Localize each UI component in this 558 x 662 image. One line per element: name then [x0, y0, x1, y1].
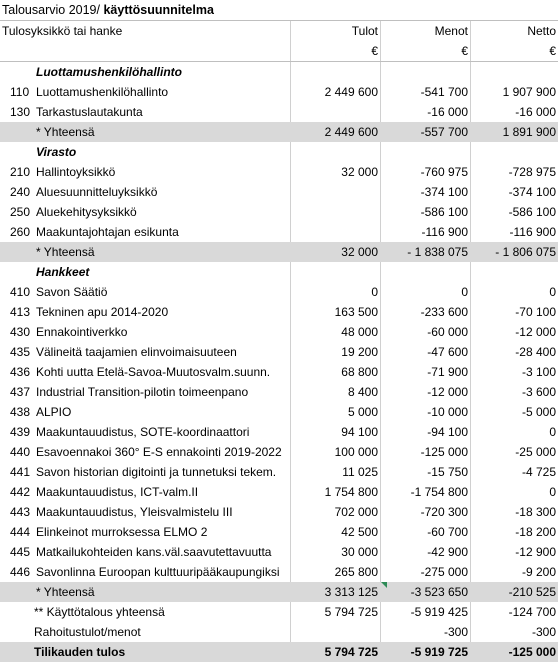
cell-tulot: 30 000 — [341, 545, 378, 559]
row-label: Hallintoyksikkö — [36, 165, 116, 179]
cell-menot: -300 — [443, 625, 468, 639]
cell-menot: -12 000 — [427, 385, 468, 399]
cell-netto: -3 600 — [521, 385, 556, 399]
grand-total-row — [0, 642, 558, 662]
cell-tulot: 11 025 — [342, 465, 378, 479]
header-unit-label: Tulosyksikkö tai hanke — [2, 24, 123, 38]
section-title: Hankkeet — [36, 265, 90, 279]
cell-netto: -300 — [531, 625, 556, 639]
cell-menot: -275 000 — [420, 565, 468, 579]
currency-netto: € — [549, 44, 556, 58]
table-row — [0, 302, 558, 322]
cell-netto: -5 000 — [521, 405, 556, 419]
section-title: Luottamushenkilöhallinto — [36, 65, 182, 79]
cell-menot: -125 000 — [420, 445, 468, 459]
table-row — [0, 182, 558, 202]
cell-netto: -18 300 — [515, 505, 556, 519]
row-label: Tarkastuslautakunta — [36, 105, 143, 119]
row-code: 436 — [10, 365, 31, 379]
table-row — [0, 162, 558, 182]
row-label: Maakuntauudistus, Yleisvalmistelu III — [36, 505, 233, 519]
row-label: * Yhteensä — [36, 585, 95, 599]
section-header-row — [0, 142, 558, 162]
cell-netto: -4 725 — [521, 465, 556, 479]
cell-netto: -16 000 — [515, 105, 556, 119]
cell-tulot: 42 500 — [341, 525, 378, 539]
row-code: 446 — [10, 565, 31, 579]
row-label: * Yhteensä — [36, 125, 95, 139]
cell-menot: -3 523 650 — [410, 585, 468, 599]
cell-menot: -5 919 725 — [410, 645, 468, 659]
cell-menot: -1 754 800 — [410, 485, 468, 499]
row-code: 442 — [10, 485, 31, 499]
row-label: ** Käyttötalous yhteensä — [34, 605, 165, 619]
subtotal-row — [0, 242, 558, 262]
row-label: Maakuntauudistus, SOTE-koordinaattori — [36, 425, 250, 439]
cell-menot: -60 700 — [427, 525, 468, 539]
table-row — [0, 402, 558, 422]
table-row — [0, 82, 558, 102]
row-label: Maakuntajohtajan esikunta — [36, 225, 179, 239]
table-row — [0, 602, 558, 622]
cell-menot: -760 975 — [420, 165, 468, 179]
row-label: Tekninen apu 2014-2020 — [36, 305, 169, 319]
cell-netto: 1 907 900 — [502, 85, 556, 99]
cell-menot: -233 600 — [420, 305, 468, 319]
cell-tulot: 100 000 — [334, 445, 378, 459]
row-label: Ennakointiverkko — [36, 325, 128, 339]
cell-tulot: 1 754 800 — [324, 485, 378, 499]
cell-netto: -18 200 — [515, 525, 556, 539]
cell-tulot: 32 000 — [341, 245, 378, 259]
row-label: * Yhteensä — [36, 245, 95, 259]
table-row — [0, 382, 558, 402]
row-label: Tilikauden tulos — [34, 645, 126, 659]
table-row — [0, 562, 558, 582]
cell-menot: - 1 838 075 — [407, 245, 468, 259]
table-row — [0, 482, 558, 502]
table-row — [0, 462, 558, 482]
cell-netto: -210 525 — [508, 585, 556, 599]
row-code: 110 — [10, 85, 30, 99]
row-code: 130 — [10, 105, 31, 119]
cell-menot: -720 300 — [420, 505, 468, 519]
cell-netto: -116 900 — [509, 225, 556, 239]
header-netto: Netto — [527, 24, 556, 38]
row-label: Matkailukohteiden kans.väl.saavutettavuutta — [36, 545, 272, 559]
row-label: Rahoitustulot/menot — [34, 625, 141, 639]
title-prefix: Talousarvio 2019/ — [2, 3, 100, 17]
cell-menot: -60 000 — [427, 325, 468, 339]
cell-netto: -28 400 — [515, 345, 556, 359]
row-code: 210 — [10, 165, 31, 179]
row-code: 250 — [10, 205, 31, 219]
comment-marker-icon — [381, 582, 387, 588]
table-row — [0, 282, 558, 302]
cell-tulot: 48 000 — [341, 325, 378, 339]
row-code: 260 — [10, 225, 31, 239]
page-title — [2, 2, 214, 19]
cell-netto: -12 000 — [515, 325, 556, 339]
table-row — [0, 102, 558, 122]
cell-menot: -42 900 — [427, 545, 468, 559]
table-row — [0, 522, 558, 542]
row-code: 439 — [10, 425, 31, 439]
row-label: Elinkeinot murroksessa ELMO 2 — [36, 525, 208, 539]
table-row — [0, 222, 558, 242]
cell-tulot: 2 449 600 — [324, 125, 378, 139]
cell-netto: -374 100 — [508, 185, 556, 199]
cell-netto: -125 000 — [508, 645, 556, 659]
section-title: Virasto — [36, 145, 77, 159]
row-code: 445 — [10, 545, 31, 559]
title-bold: käyttösuunnitelma — [99, 3, 214, 17]
section-header-row — [0, 262, 558, 282]
header-menot: Menot — [434, 24, 468, 38]
row-code: 413 — [10, 305, 31, 319]
row-label: Savon historian digitointi ja tunnetuksi tekem. — [36, 465, 277, 479]
cell-menot: -10 000 — [427, 405, 468, 419]
cell-netto: -728 975 — [508, 165, 556, 179]
cell-netto: 0 — [549, 485, 556, 499]
cell-menot: -15 750 — [427, 465, 468, 479]
row-label: Välineitä taajamien elinvoimaisuuteen — [36, 345, 237, 359]
table-row — [0, 622, 558, 642]
cell-netto: -3 100 — [521, 365, 556, 379]
row-label: Savon Säätiö — [36, 285, 108, 299]
table-row — [0, 322, 558, 342]
row-code: 437 — [10, 385, 31, 399]
cell-netto: 0 — [549, 285, 556, 299]
row-label: Aluekehitysyksikkö — [36, 205, 137, 219]
cell-tulot: 265 800 — [334, 565, 378, 579]
cell-tulot: 94 100 — [341, 425, 378, 439]
cell-tulot: 19 200 — [341, 345, 378, 359]
cell-menot: -94 100 — [427, 425, 468, 439]
row-code: 443 — [10, 505, 31, 519]
table-header-row — [0, 20, 558, 41]
cell-netto: -12 900 — [515, 545, 556, 559]
cell-netto: -586 100 — [508, 205, 556, 219]
cell-menot: -541 700 — [420, 85, 468, 99]
cell-netto: 1 891 900 — [502, 125, 556, 139]
cell-tulot: 68 800 — [341, 365, 378, 379]
table-row — [0, 502, 558, 522]
table-row — [0, 542, 558, 562]
cell-tulot: 0 — [371, 285, 378, 299]
section-header-row — [0, 62, 558, 82]
cell-menot: -374 100 — [420, 185, 468, 199]
cell-netto: -70 100 — [515, 305, 556, 319]
budget-table — [0, 20, 558, 662]
cell-menot: -116 900 — [421, 225, 468, 239]
row-code: 410 — [10, 285, 31, 299]
row-code: 441 — [10, 465, 31, 479]
row-label: Kohti uutta Etelä-Savoa-Muutosvalm.suunn. — [36, 365, 271, 379]
row-label: Industrial Transition-pilotin toimeenpano — [36, 385, 249, 399]
row-label: Savonlinna Euroopan kulttuuripääkaupungiksi — [36, 565, 280, 579]
cell-netto: -25 000 — [515, 445, 556, 459]
cell-netto: -124 700 — [508, 605, 556, 619]
table-row — [0, 422, 558, 442]
cell-menot: -47 600 — [427, 345, 468, 359]
currency-menot: € — [461, 44, 468, 58]
cell-tulot: 32 000 — [341, 165, 378, 179]
table-row — [0, 362, 558, 382]
row-code: 440 — [10, 445, 31, 459]
row-label: Luottamushenkilöhallinto — [36, 85, 169, 99]
cell-tulot: 2 449 600 — [324, 85, 378, 99]
row-code: 430 — [10, 325, 31, 339]
row-code: 435 — [10, 345, 31, 359]
cell-tulot: 5 000 — [347, 405, 378, 419]
row-label: Esavoennakoi 360° E-S ennakointi 2019-2022 — [36, 445, 282, 459]
cell-menot: 0 — [461, 285, 468, 299]
currency-tulot: € — [371, 44, 378, 58]
cell-menot: -16 000 — [427, 105, 468, 119]
cell-tulot: 5 794 725 — [324, 645, 378, 659]
cell-netto: -9 200 — [521, 565, 556, 579]
cell-menot: -557 700 — [420, 125, 468, 139]
table-currency-row — [0, 41, 558, 62]
cell-tulot: 163 500 — [334, 305, 378, 319]
row-code: 444 — [10, 525, 31, 539]
row-label: Aluesuunnitteluyksikkö — [36, 185, 158, 199]
cell-netto: - 1 806 075 — [495, 245, 556, 259]
table-body — [0, 62, 558, 662]
table-row — [0, 202, 558, 222]
table-row — [0, 342, 558, 362]
table-row — [0, 442, 558, 462]
subtotal-row — [0, 582, 558, 602]
header-tulot: Tulot — [351, 24, 378, 38]
cell-menot: -71 900 — [427, 365, 468, 379]
cell-tulot: 8 400 — [347, 385, 378, 399]
cell-tulot: 5 794 725 — [324, 605, 378, 619]
subtotal-row — [0, 122, 558, 142]
cell-tulot: 702 000 — [334, 505, 378, 519]
cell-netto: 0 — [549, 425, 556, 439]
row-label: Maakuntauudistus, ICT-valm.II — [36, 485, 199, 499]
row-label: ALPIO — [36, 405, 72, 419]
cell-menot: -586 100 — [420, 205, 468, 219]
cell-menot: -5 919 425 — [410, 605, 468, 619]
row-code: 240 — [10, 185, 31, 199]
cell-tulot: 3 313 125 — [324, 585, 378, 599]
row-code: 438 — [10, 405, 31, 419]
